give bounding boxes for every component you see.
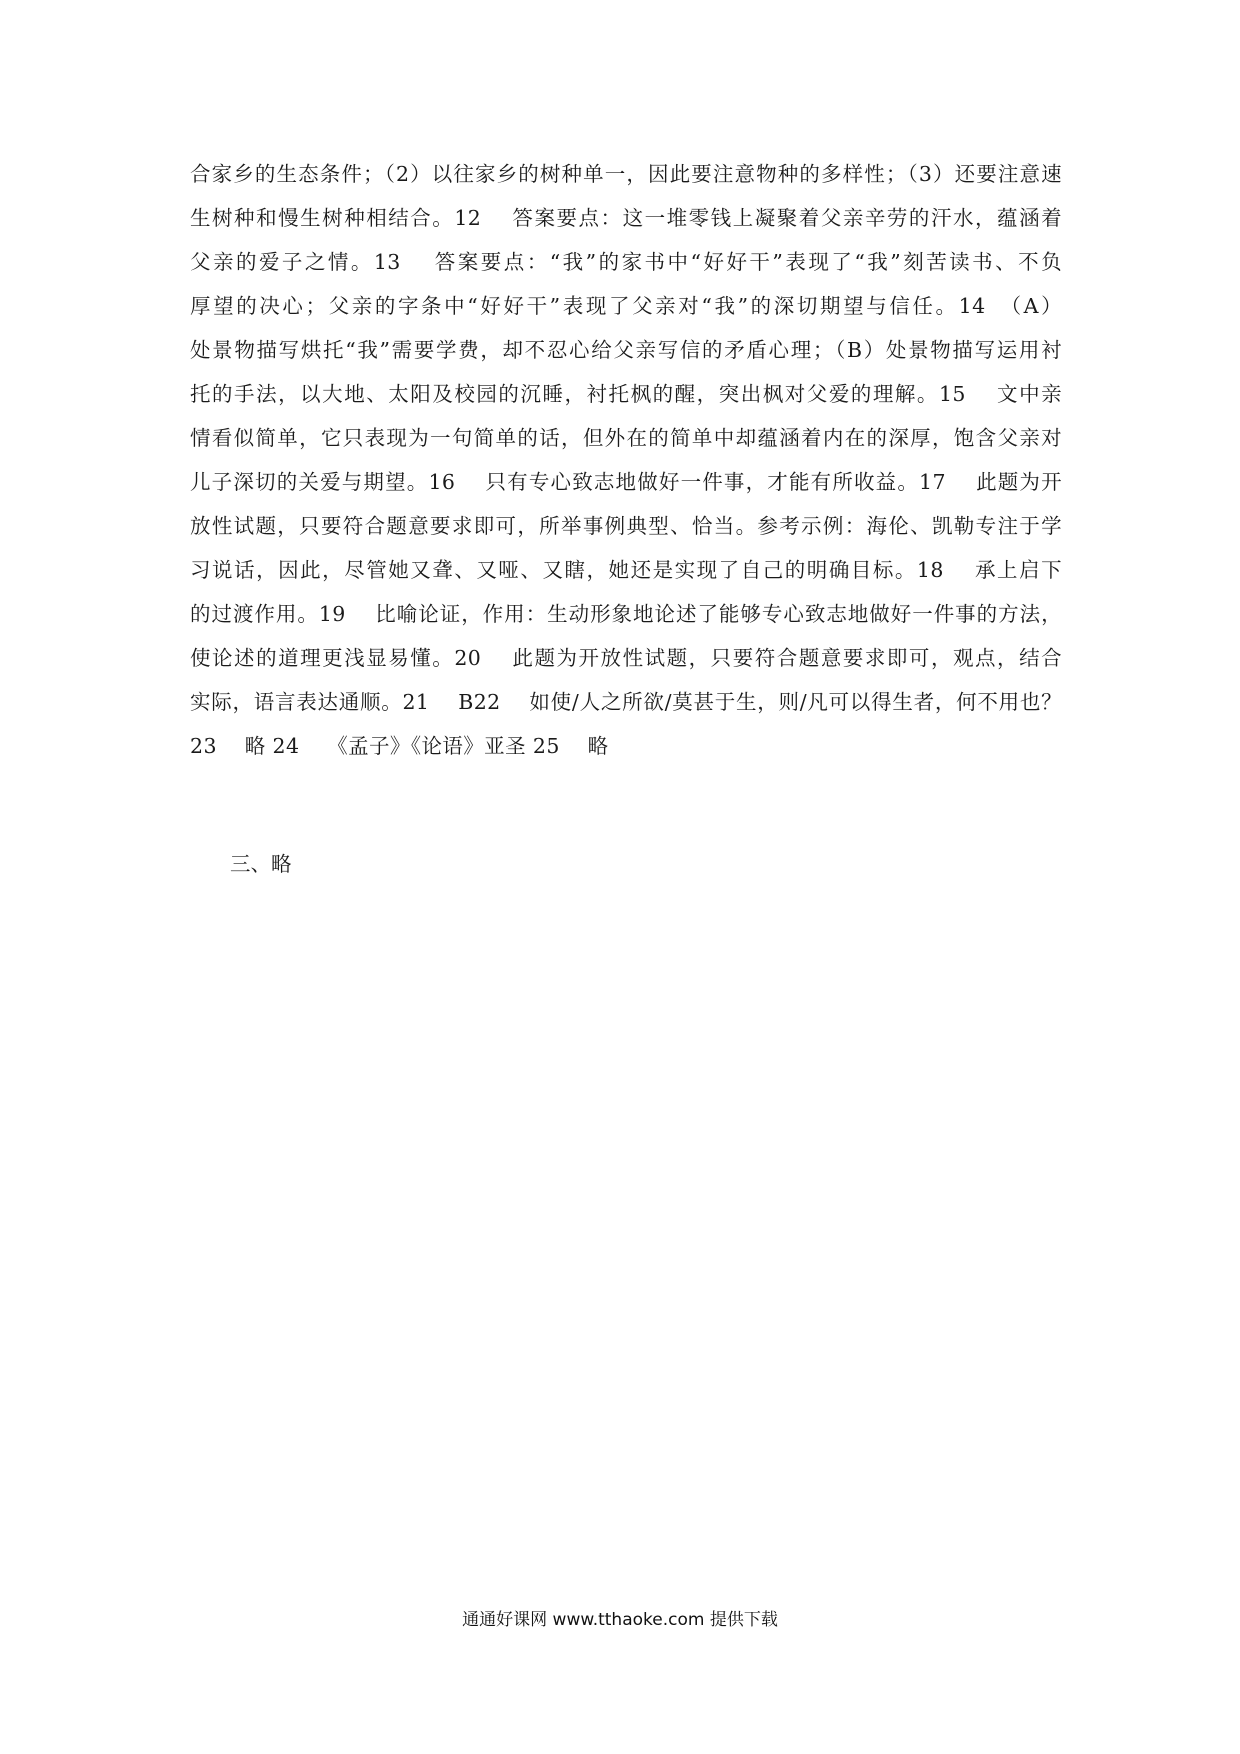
paragraph-line: 实际，语言表达通顺。21 B22 如使/人之所欲/莫甚于生，则/凡可以得生者，何不用也？ xyxy=(190,690,1062,714)
paragraph-line: 使论述的道理更浅显易懂。20 此题为开放性试题，只要符合题意要求即可，观点，结合 xyxy=(190,646,1062,670)
section-three-heading: 三、略 xyxy=(230,852,292,876)
paragraph-line: 23 略 24 《孟子》《论语》亚圣 25 略 xyxy=(190,734,609,758)
paragraph-line: 儿子深切的关爱与期望。16 只有专心致志地做好一件事，才能有所收益。17 此题为开 xyxy=(190,470,1062,494)
paragraph-line: 情看似简单，它只表现为一句简单的话，但外在的简单中却蕴涵着内在的深厚，饱含父亲对 xyxy=(190,426,1062,450)
paragraph-line: 合家乡的生态条件；（2）以往家乡的树种单一，因此要注意物种的多样性；（3）还要注意速 xyxy=(190,162,1062,186)
paragraph-line: 生树种和慢生树种相结合。12 答案要点：这一堆零钱上凝聚着父亲辛劳的汗水，蕴涵着 xyxy=(190,206,1062,230)
answer-paragraph xyxy=(190,152,1062,768)
paragraph-line: 厚望的决心；父亲的字条中“好好干”表现了父亲对“我”的深切期望与信任。14 （A） xyxy=(190,294,1062,318)
paragraph-line: 放性试题，只要符合题意要求即可，所举事例典型、恰当。参考示例：海伦、凯勒专注于学 xyxy=(190,514,1062,538)
paragraph-line: 习说话，因此，尽管她又聋、又哑、又瞎，她还是实现了自己的明确目标。18 承上启下 xyxy=(190,558,1062,582)
paragraph-line: 父亲的爱子之情。13 答案要点：“我”的家书中“好好干”表现了“我”刻苦读书、不负 xyxy=(190,250,1062,274)
paragraph-line: 的过渡作用。19 比喻论证，作用：生动形象地论述了能够专心致志地做好一件事的方法， xyxy=(190,602,1062,626)
footer-download-note: 通通好课网 www.tthaoke.com 提供下载 xyxy=(462,1610,778,1630)
paragraph-line: 处景物描写烘托“我”需要学费，却不忍心给父亲写信的矛盾心理；（B）处景物描写运用衬 xyxy=(190,338,1062,362)
paragraph-line: 托的手法，以大地、太阳及校园的沉睡，衬托枫的醒，突出枫对父爱的理解。15 文中亲 xyxy=(190,382,1062,406)
